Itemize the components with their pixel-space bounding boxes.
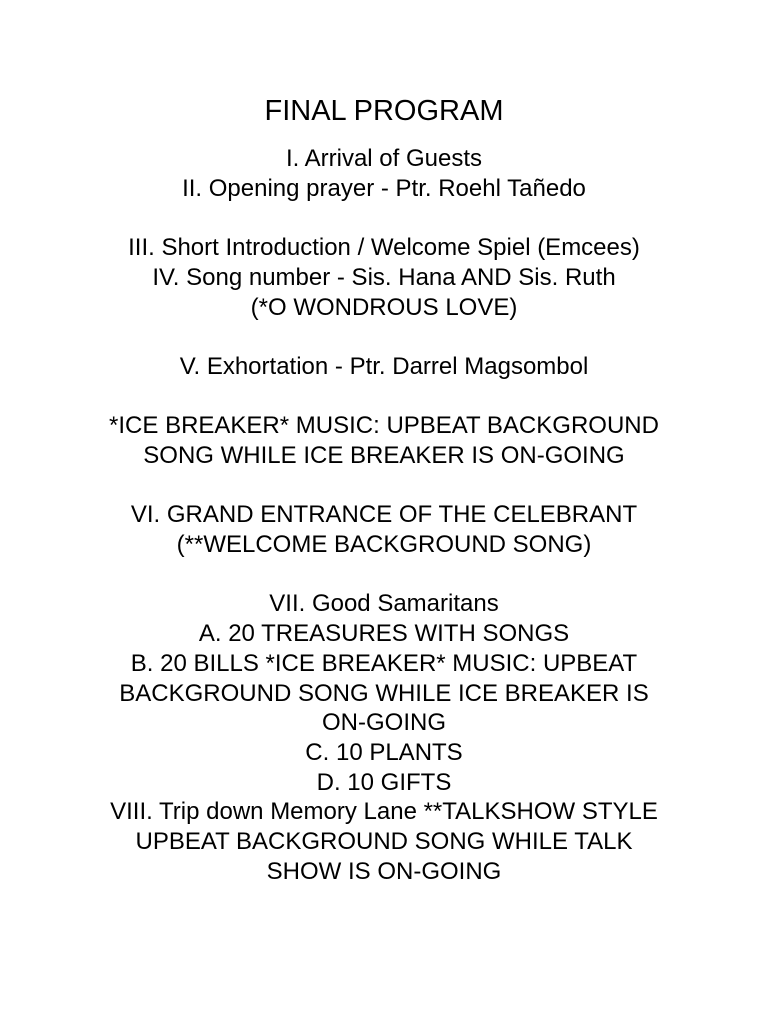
blank-line [84,560,684,590]
program-note-ice-breaker-line-1: *ICE BREAKER* MUSIC: UPBEAT BACKGROUND [109,412,659,440]
program-item-memory-lane-line-3: SHOW IS ON-GOING [266,857,502,885]
program-subitem-bills-line-3: ON-GOING [322,709,446,737]
program-subitem-bills-line-1: B. 20 BILLS *ICE BREAKER* MUSIC: UPBEAT [130,649,638,677]
program-list [84,144,684,887]
program-item-song-number: IV. Song number - Sis. Hana AND Sis. Ruth [152,263,616,291]
program-item-song-title: (*O WONDROUS LOVE) [250,293,518,321]
program-item-memory-lane-line-2: UPBEAT BACKGROUND SONG WHILE TALK [135,828,633,856]
page-title: FINAL PROGRAM [264,95,504,127]
blank-line [84,471,684,501]
program-item-grand-entrance: VI. GRAND ENTRANCE OF THE CELEBRANT [130,501,638,529]
program-item-memory-lane-line-1: VIII. Trip down Memory Lane **TALKSHOW STYLE [110,798,658,826]
program-item-grand-entrance-note: (**WELCOME BACKGROUND SONG) [176,531,592,559]
blank-line [84,203,684,233]
blank-line [84,322,684,352]
program-note-ice-breaker-line-2: SONG WHILE ICE BREAKER IS ON-GOING [143,441,625,469]
program-item-exhortation: V. Exhortation - Ptr. Darrel Magsombol [179,352,589,380]
blank-line [84,382,684,412]
program-subitem-bills-line-2: BACKGROUND SONG WHILE ICE BREAKER IS [119,679,649,707]
program-item-arrival: I. Arrival of Guests [285,145,483,172]
program-item-opening-prayer: II. Opening prayer - Ptr. Roehl Tañedo [182,174,586,202]
program-item-good-samaritans: VII. Good Samaritans [269,590,499,618]
program-subitem-gifts: D. 10 GIFTS [316,768,452,796]
program-subitem-plants: C. 10 PLANTS [305,738,463,766]
program-subitem-treasures: A. 20 TREASURES WITH SONGS [198,620,570,648]
program-item-introduction: III. Short Introduction / Welcome Spiel (Emcees) [128,234,640,262]
